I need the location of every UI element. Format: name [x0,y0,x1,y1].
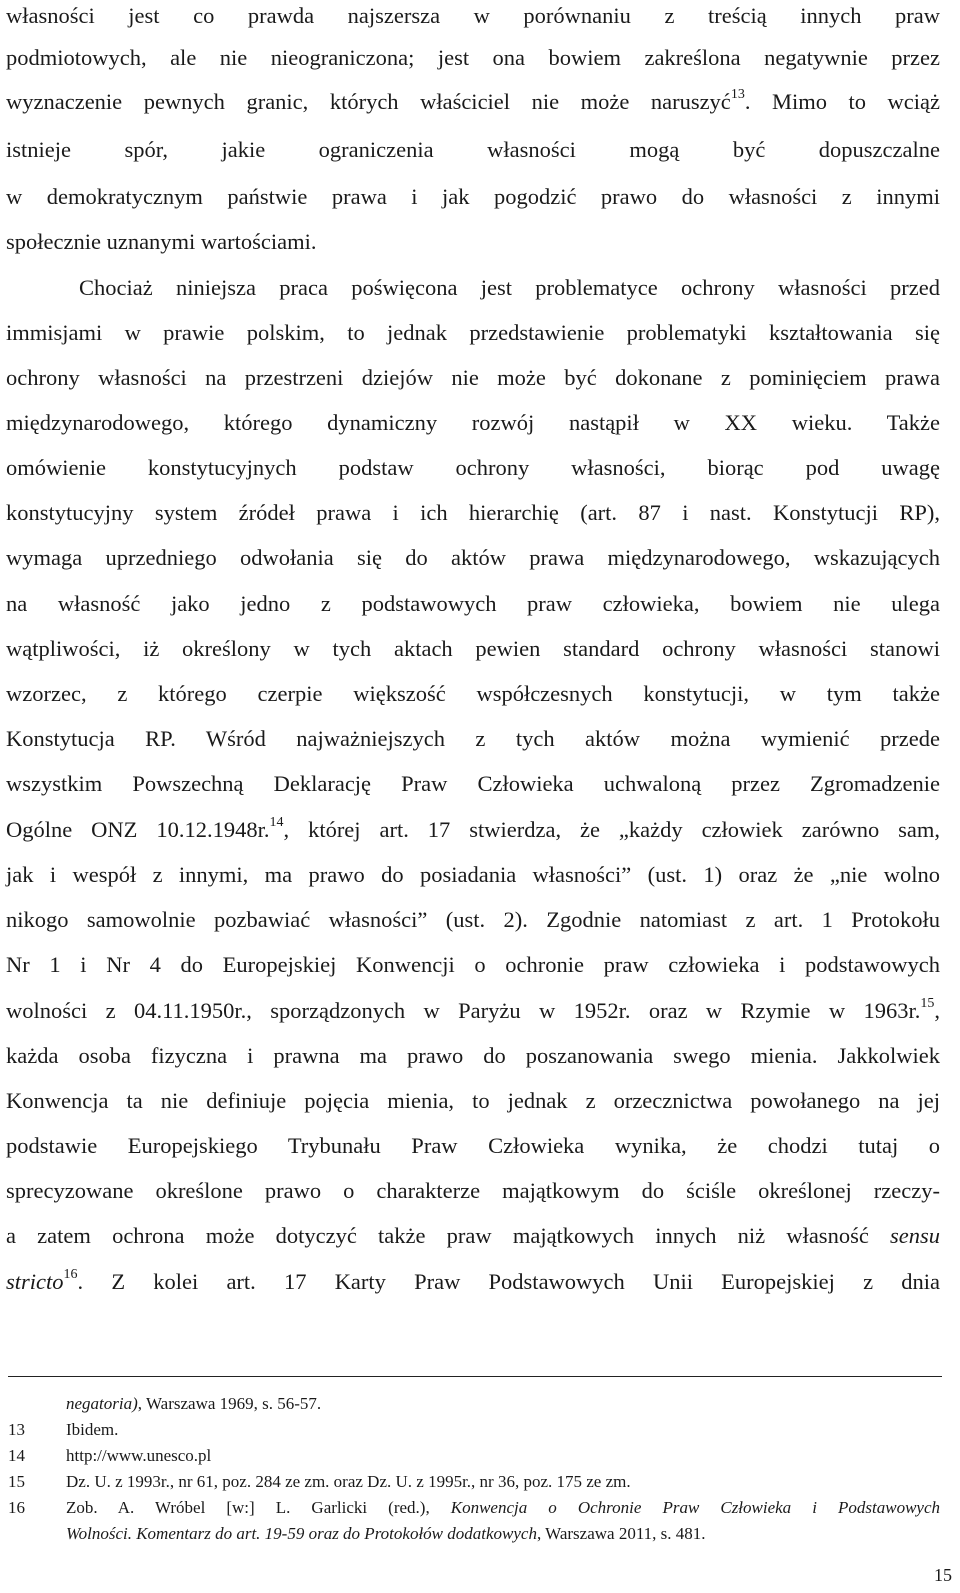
footnote-link[interactable]: http://www.unesco.pl [66,1446,212,1465]
text-line: każda osoba fizyczna i prawna ma prawo do poszanowania swego mienia. Jakkolwiek [6,1043,940,1068]
text-line: nikogo samowolnie pozbawiać własności” (ust. 2). Zgodnie natomiast z art. 1 Protokołu [6,907,940,932]
text-line: wzorzec, z którego czerpie większość współczesnych konstytucji, w tym także [6,681,940,706]
text-line: Chociaż niniejsza praca poświęcona jest problematyce ochrony własności przed [79,275,940,300]
footnote-ref[interactable]: 15 [920,995,935,1011]
text-line: Nr 1 i Nr 4 do Europejskiej Konwencji o ochronie praw człowieka i podstawowych [6,952,940,977]
footnote-separator [8,1376,942,1377]
text-line: istnieje spór, jakie ograniczenia własności mogą być dopuszczalne [6,137,940,162]
text-line: w demokratycznym państwie prawa i jak pogodzić prawo do własności z innymi [6,184,940,209]
text-line: immisjami w prawie polskim, to jednak przedstawienie problematyki kształtowania się [6,320,940,345]
text-line: omówienie konstytucyjnych podstaw ochrony własności, biorąc pod uwagę [6,455,940,480]
footnote-ref[interactable]: 13 [730,86,745,102]
text-line: wyznaczenie pewnych granic, których właściciel nie może naruszyć$^{13}$. Mimo to wciąż [6,86,940,114]
text-line: społecznie uznanymi wartościami. [6,229,317,254]
text-line: stricto$^{16}$. Z kolei art. 17 Karty Praw Podstawowych Unii Europejskiej z dnia [6,1266,940,1294]
text-line: Ogólne ONZ 10.12.1948r.$^{14}$, której art. 17 stwierdza, że „każdy człowiek zarówno sam, [6,814,940,842]
text-line: podmiotowych, ale nie nieograniczona; jest ona bowiem zakreślona negatywnie przez [6,45,940,70]
page-number: 15 [934,1565,952,1585]
text-line: sprecyzowane określone prawo o charakterze majątkowym do ściśle określonej rzeczy- [6,1178,940,1203]
text-line: międzynarodowego, którego dynamiczny rozwój nastąpił w XX wieku. Także [6,410,940,435]
text-line: wątpliwości, iż określony w tych aktach pewien standard ochrony własności stanowi [6,636,940,661]
text-line: własności jest co prawda najszersza w porównaniu z treścią innych praw [6,3,940,28]
text-line: wymaga uprzedniego odwołania się do aktów prawa międzynarodowego, wskazujących [6,545,940,570]
footnote-ref[interactable]: 14 [269,814,284,830]
text-line: ochrony własności na przestrzeni dziejów nie może być dokonane z pominięciem prawa [6,365,940,390]
text-line: a zatem ochrona może dotyczyć także praw majątkowych innych niż własność sensu [6,1223,940,1248]
text-line: jak i wespół z innymi, ma prawo do posiadania własności” (ust. 1) oraz że „nie wolno [6,862,940,887]
footnote-ref[interactable]: 16 [63,1266,78,1282]
text-line: wszystkim Powszechną Deklarację Praw Człowieka uchwaloną przez Zgromadzenie [6,771,940,796]
text-line: Konwencja ta nie definiuje pojęcia mienia, to jednak z orzecznictwa powołanego na jej [6,1088,940,1113]
text-line: Konstytucja RP. Wśród najważniejszych z tych aktów można wymienić przede [6,726,940,751]
text-line: wolności z 04.11.1950r., sporządzonych w Paryżu w 1952r. oraz w Rzymie w 1963r.$^{15}$, [6,995,940,1023]
text-line: podstawie Europejskiego Trybunału Praw Człowieka wynika, że chodzi tutaj o [6,1133,940,1158]
text-line: na własność jako jedno z podstawowych praw człowieka, bowiem nie ulega [6,591,940,616]
text-line: konstytucyjny system źródeł prawa i ich hierarchię (art. 87 i nast. Konstytucji RP), [6,500,940,525]
